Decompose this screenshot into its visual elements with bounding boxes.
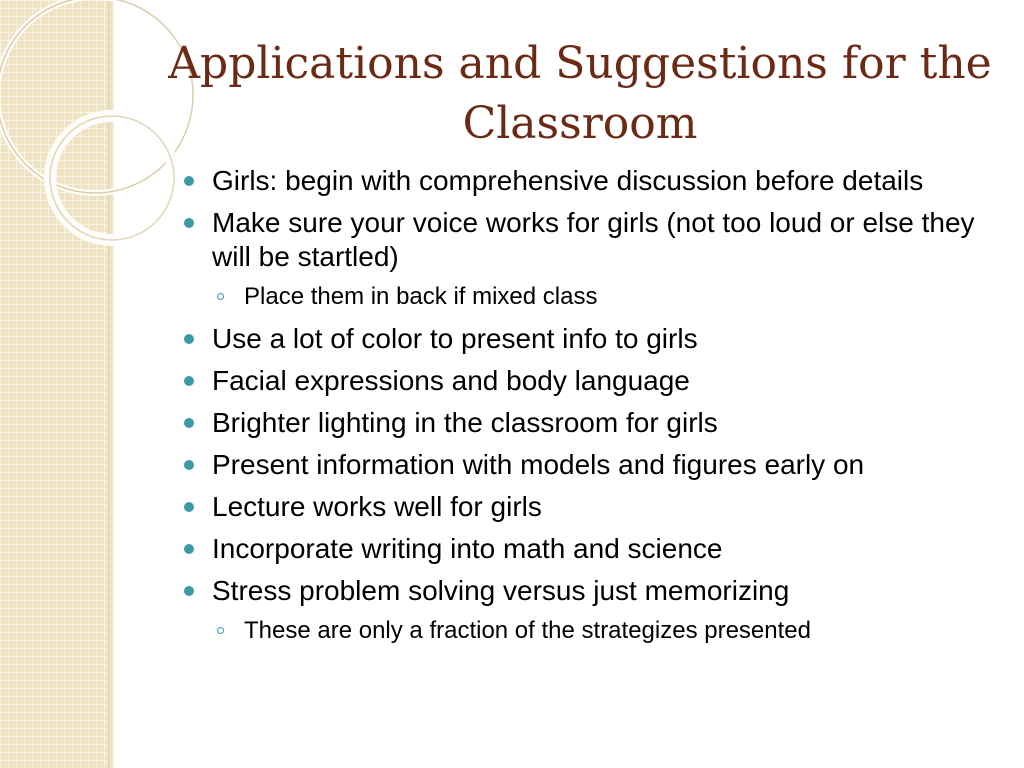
- bullet-text: These are only a fraction of the strategizes presented: [244, 617, 811, 644]
- bullet-text: Brighter lighting in the classroom for girls: [212, 407, 718, 438]
- bullet-text: Incorporate writing into math and science: [212, 533, 723, 564]
- bullet-list: [180, 164, 1000, 656]
- bullet-marker-icon: [184, 334, 194, 344]
- bullet-item: [180, 532, 1000, 566]
- bullet-marker-icon: [184, 544, 194, 554]
- slide-title: Applications and Suggestions for the Classroom: [168, 38, 992, 149]
- bullet-text: Facial expressions and body language: [212, 365, 690, 396]
- bullet-marker-icon: [184, 376, 194, 386]
- bullet-text: Present information with models and figures early on: [212, 449, 865, 480]
- bullet-marker-icon: [184, 586, 194, 596]
- bullet-item: [180, 364, 1000, 398]
- bullet-item: [180, 574, 1000, 608]
- bullet-item: [180, 406, 1000, 440]
- bullet-marker-icon: [184, 176, 194, 186]
- bullet-marker-icon: [184, 460, 194, 470]
- bullet-text: Make sure your voice works for girls (not too loud or else they will be startled): [212, 207, 975, 272]
- bullet-text: Lecture works well for girls: [212, 491, 542, 522]
- bullet-item: [180, 206, 1000, 274]
- sub-bullet-item: [180, 282, 1000, 312]
- sub-bullet-marker-icon: [217, 627, 224, 634]
- bullet-text: Girls: begin with comprehensive discussion before details: [212, 165, 924, 196]
- bullet-marker-icon: [184, 502, 194, 512]
- bullet-marker-icon: [184, 418, 194, 428]
- bullet-item: [180, 164, 1000, 198]
- bullet-text: Use a lot of color to present info to girls: [212, 323, 698, 354]
- bullet-item: [180, 490, 1000, 524]
- bullet-item: [180, 448, 1000, 482]
- sub-bullet-marker-icon: [217, 293, 224, 300]
- sub-bullet-item: [180, 616, 1000, 646]
- bullet-text: Place them in back if mixed class: [244, 283, 598, 310]
- bullet-item: [180, 322, 1000, 356]
- bullet-marker-icon: [184, 218, 194, 228]
- bullet-text: Stress problem solving versus just memorizing: [212, 575, 790, 606]
